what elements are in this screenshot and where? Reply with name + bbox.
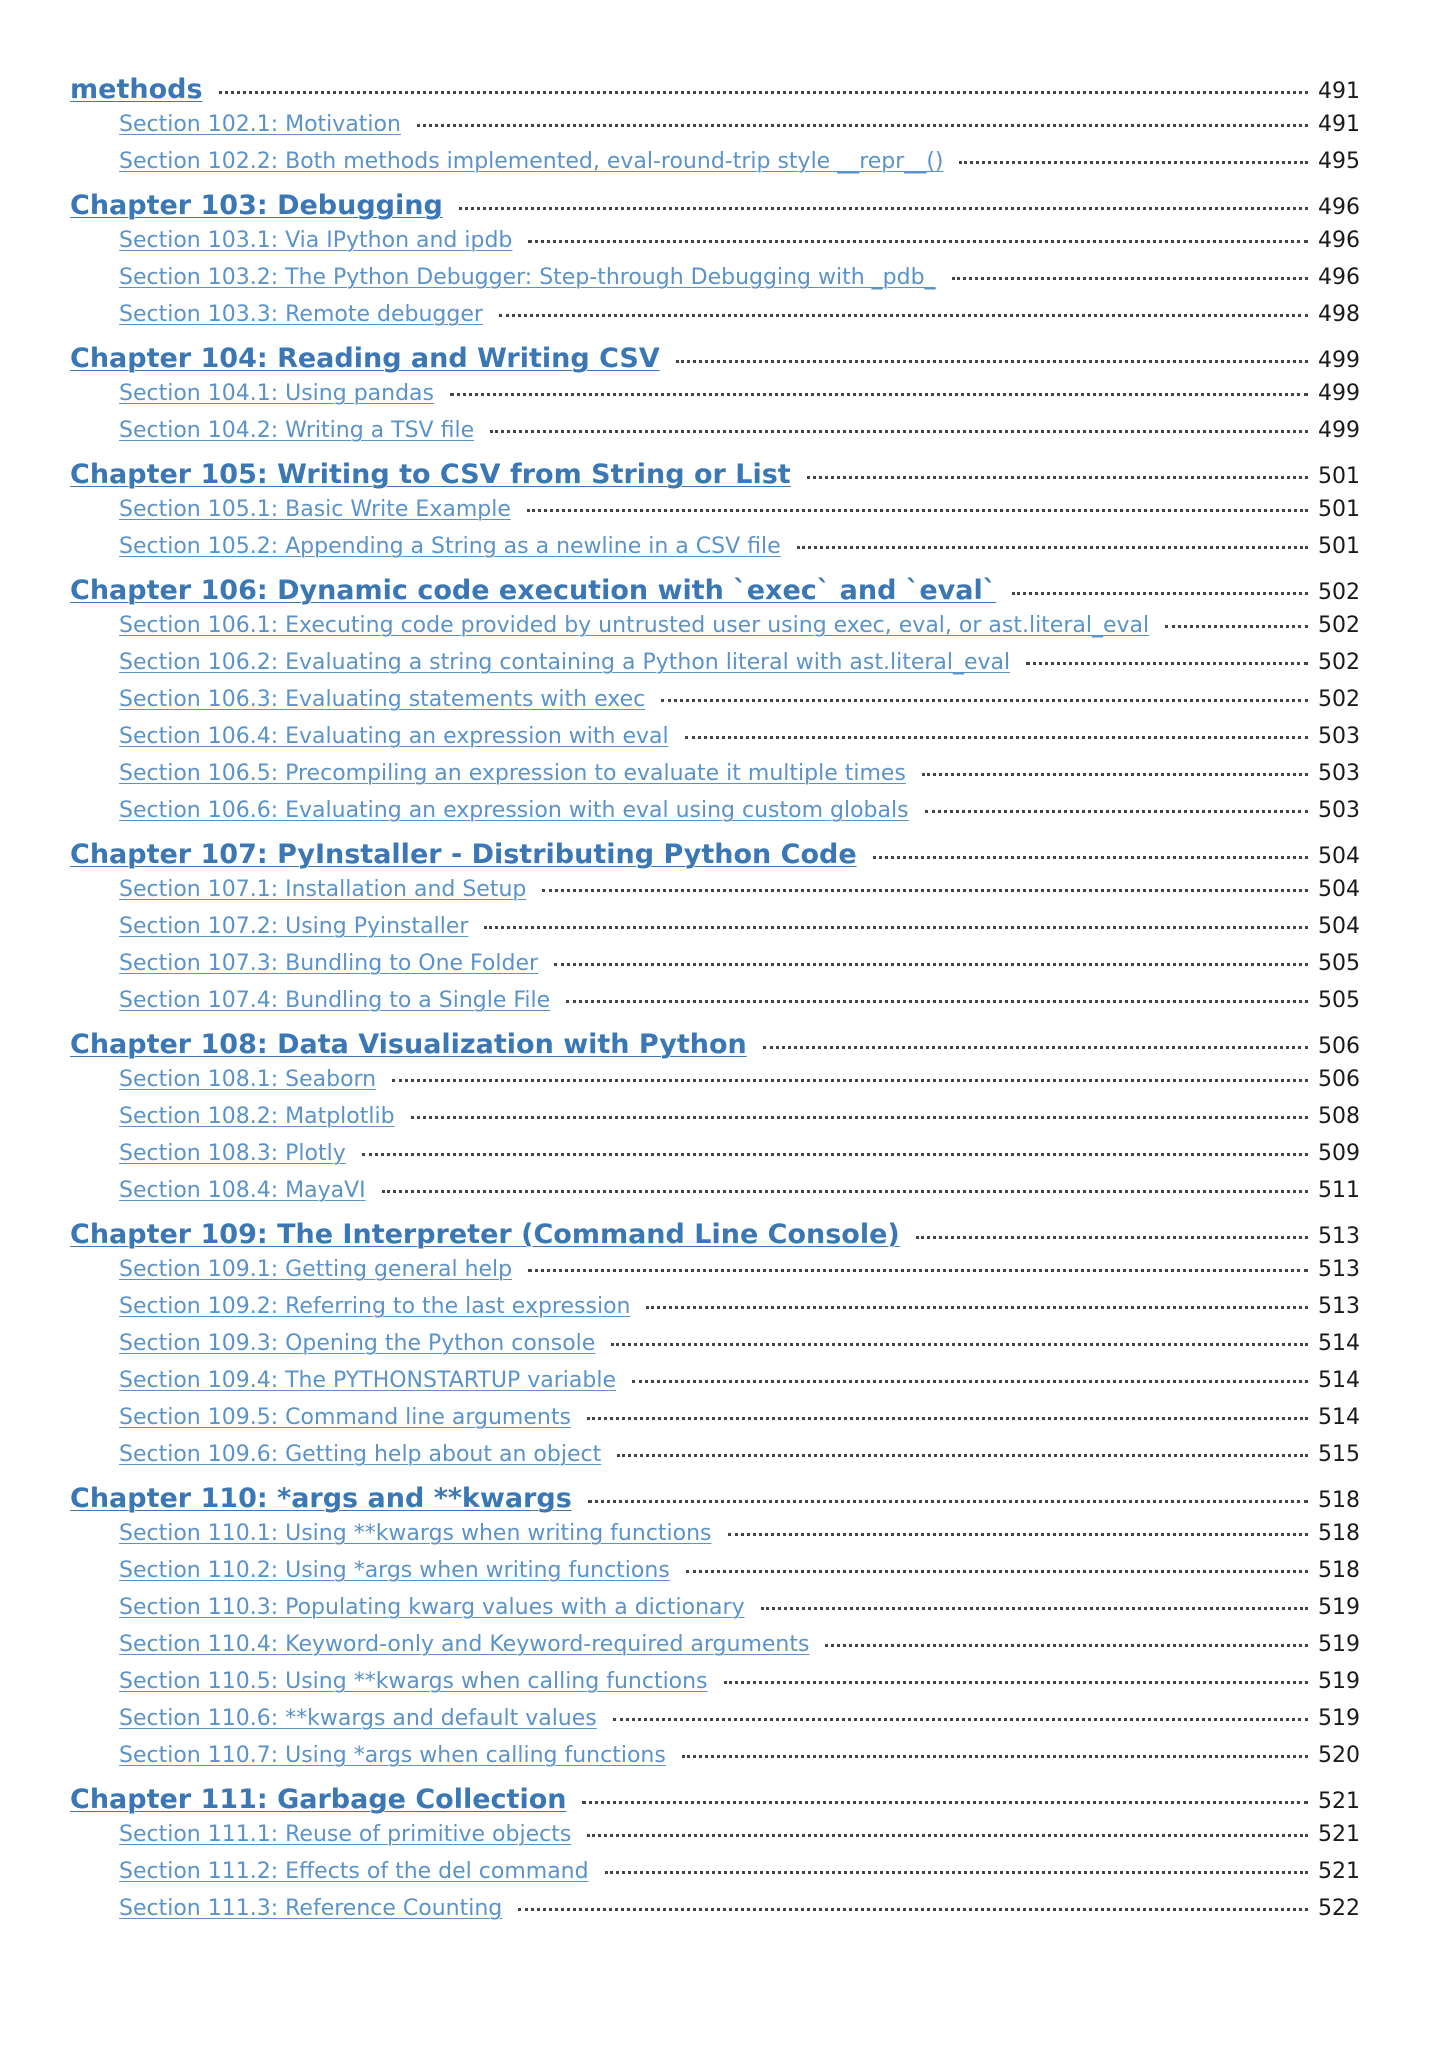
- page-number: 496: [1318, 265, 1360, 290]
- toc-chapter-entry[interactable]: [70, 835, 1360, 877]
- dot-leader: [587, 1834, 1308, 1837]
- toc-section-entry[interactable]: [70, 1859, 1360, 1896]
- page-number: 514: [1318, 1368, 1360, 1393]
- dot-leader: [490, 430, 1308, 433]
- chapter-title-link[interactable]: Chapter 110: *args and **kwargs: [70, 1483, 572, 1514]
- toc-section-entry[interactable]: [70, 1294, 1360, 1331]
- toc-chapter-entry[interactable]: [70, 1479, 1360, 1521]
- dot-leader: [724, 1681, 1308, 1684]
- toc-section-entry[interactable]: [70, 112, 1360, 149]
- section-title-link[interactable]: Section 111.3: Reference Counting: [119, 1896, 503, 1921]
- dot-leader: [587, 1417, 1308, 1420]
- dot-leader: [611, 1343, 1308, 1346]
- dot-leader: [417, 124, 1308, 127]
- page-number: 495: [1318, 149, 1360, 174]
- toc-section-entry[interactable]: [70, 798, 1360, 835]
- section-title-link[interactable]: Section 107.1: Installation and Setup: [119, 877, 527, 902]
- section-title-link[interactable]: Section 110.6: **kwargs and default values: [119, 1706, 597, 1731]
- toc-section-entry[interactable]: [70, 534, 1360, 571]
- dot-leader: [763, 1046, 1308, 1049]
- page-number: 504: [1318, 914, 1360, 939]
- section-title-link[interactable]: Section 108.3: Plotly: [119, 1141, 346, 1166]
- page-number: 522: [1318, 1896, 1360, 1921]
- section-title-link[interactable]: Section 103.3: Remote debugger: [119, 302, 483, 327]
- toc-section-entry[interactable]: [70, 1405, 1360, 1442]
- page-number: 514: [1318, 1331, 1360, 1356]
- dot-leader: [219, 91, 1308, 94]
- dot-leader: [459, 207, 1308, 210]
- section-title-link[interactable]: Section 107.4: Bundling to a Single File: [119, 988, 551, 1013]
- chapter-title-link[interactable]: Chapter 107: PyInstaller - Distributing Python Code: [70, 839, 857, 870]
- page-number: 501: [1318, 464, 1360, 489]
- page-number: 491: [1318, 79, 1360, 104]
- page-number: 501: [1318, 534, 1360, 559]
- toc-section-entry[interactable]: [70, 1331, 1360, 1368]
- section-title-link[interactable]: Section 104.1: Using pandas: [119, 381, 434, 406]
- dot-leader: [825, 1644, 1308, 1647]
- dot-leader: [450, 393, 1308, 396]
- section-title-link[interactable]: Section 108.2: Matplotlib: [119, 1104, 395, 1129]
- page-number: 503: [1318, 798, 1360, 823]
- toc-section-entry[interactable]: [70, 1558, 1360, 1595]
- page-number: 518: [1318, 1488, 1360, 1513]
- dot-leader: [873, 856, 1308, 859]
- page-number: 505: [1318, 951, 1360, 976]
- dot-leader: [554, 963, 1308, 966]
- page-number: 496: [1318, 195, 1360, 220]
- dot-leader: [362, 1153, 1308, 1156]
- toc-section-entry[interactable]: [70, 1896, 1360, 1933]
- dot-leader: [682, 1755, 1308, 1758]
- page-number: 519: [1318, 1669, 1360, 1694]
- toc-section-entry[interactable]: [70, 418, 1360, 455]
- section-title-link[interactable]: Section 102.2: Both methods implemented, eval-round-trip style __repr__(): [119, 149, 944, 174]
- chapter-title-link[interactable]: Chapter 111: Garbage Collection: [70, 1784, 567, 1815]
- dot-leader: [484, 926, 1308, 929]
- page-number: 499: [1318, 348, 1360, 373]
- section-title-link[interactable]: Section 109.4: The PYTHONSTARTUP variable: [119, 1368, 616, 1393]
- toc-section-entry[interactable]: [70, 1743, 1360, 1780]
- dot-leader: [499, 314, 1308, 317]
- toc-section-entry[interactable]: [70, 1822, 1360, 1859]
- page-number: 513: [1318, 1257, 1360, 1282]
- page-number: 506: [1318, 1067, 1360, 1092]
- section-title-link[interactable]: Section 106.4: Evaluating an expression with eval: [119, 724, 669, 749]
- page-number: 521: [1318, 1859, 1360, 1884]
- dot-leader: [588, 1500, 1308, 1503]
- toc-section-entry[interactable]: [70, 1141, 1360, 1178]
- dot-leader: [676, 360, 1308, 363]
- dot-leader: [1026, 662, 1308, 665]
- toc-chapter-entry[interactable]: [70, 571, 1360, 613]
- dot-leader: [728, 1533, 1308, 1536]
- toc-section-entry[interactable]: [70, 1178, 1360, 1215]
- page-number: 520: [1318, 1743, 1360, 1768]
- page-number: 506: [1318, 1034, 1360, 1059]
- page-number: 499: [1318, 381, 1360, 406]
- toc-chapter-entry[interactable]: [70, 1215, 1360, 1257]
- dot-leader: [685, 736, 1308, 739]
- page-number: 501: [1318, 497, 1360, 522]
- toc-section-entry[interactable]: [70, 613, 1360, 650]
- chapter-title-link[interactable]: methods: [70, 74, 203, 105]
- page-number: 513: [1318, 1224, 1360, 1249]
- dot-leader: [382, 1190, 1308, 1193]
- dot-leader: [528, 1269, 1308, 1272]
- dot-leader: [661, 699, 1308, 702]
- toc-section-entry[interactable]: [70, 951, 1360, 988]
- page-number: 519: [1318, 1706, 1360, 1731]
- chapter-title-link[interactable]: Chapter 109: The Interpreter (Command Line Console): [70, 1219, 900, 1250]
- dot-leader: [922, 773, 1308, 776]
- toc-section-entry[interactable]: [70, 650, 1360, 687]
- toc-section-entry[interactable]: [70, 1595, 1360, 1632]
- toc-chapter-entry[interactable]: [70, 70, 1360, 112]
- dot-leader: [807, 476, 1308, 479]
- dot-leader: [952, 277, 1308, 280]
- table-of-contents: [70, 70, 1360, 1933]
- page-number: 521: [1318, 1789, 1360, 1814]
- section-title-link[interactable]: Section 106.3: Evaluating statements with exec: [119, 687, 646, 712]
- page-number: 508: [1318, 1104, 1360, 1129]
- section-title-link[interactable]: Section 111.2: Effects of the del command: [119, 1859, 589, 1884]
- section-title-link[interactable]: Section 110.2: Using *args when writing functions: [119, 1558, 670, 1583]
- toc-section-entry[interactable]: [70, 1067, 1360, 1104]
- section-title-link[interactable]: Section 107.3: Bundling to One Folder: [119, 951, 539, 976]
- dot-leader: [1012, 592, 1308, 595]
- section-title-link[interactable]: Section 108.1: Seaborn: [119, 1067, 377, 1092]
- section-title-link[interactable]: Section 109.2: Referring to the last expression: [119, 1294, 631, 1319]
- page-number: 498: [1318, 302, 1360, 327]
- toc-section-entry[interactable]: [70, 724, 1360, 761]
- dot-leader: [686, 1570, 1308, 1573]
- toc-section-entry[interactable]: [70, 1257, 1360, 1294]
- dot-leader: [1165, 625, 1308, 628]
- page-number: 509: [1318, 1141, 1360, 1166]
- dot-leader: [925, 810, 1308, 813]
- dot-leader: [542, 889, 1308, 892]
- section-title-link[interactable]: Section 104.2: Writing a TSV file: [119, 418, 475, 443]
- section-title-link[interactable]: Section 111.1: Reuse of primitive objects: [119, 1822, 572, 1847]
- chapter-title-link[interactable]: Chapter 105: Writing to CSV from String or List: [70, 459, 791, 490]
- dot-leader: [761, 1607, 1308, 1610]
- toc-section-entry[interactable]: [70, 1706, 1360, 1743]
- toc-section-entry[interactable]: [70, 1104, 1360, 1141]
- section-title-link[interactable]: Section 105.2: Appending a String as a newline in a CSV file: [119, 534, 781, 559]
- toc-section-entry[interactable]: [70, 1442, 1360, 1479]
- toc-chapter-entry[interactable]: [70, 455, 1360, 497]
- toc-section-entry[interactable]: [70, 497, 1360, 534]
- section-title-link[interactable]: Section 110.1: Using **kwargs when writing functions: [119, 1521, 712, 1546]
- page-number: 521: [1318, 1822, 1360, 1847]
- section-title-link[interactable]: Section 109.1: Getting general help: [119, 1257, 513, 1282]
- dot-leader: [582, 1801, 1308, 1804]
- section-title-link[interactable]: Section 110.3: Populating kwarg values with a dictionary: [119, 1595, 745, 1620]
- page-number: 502: [1318, 580, 1360, 605]
- toc-section-entry[interactable]: [70, 914, 1360, 951]
- page-number: 518: [1318, 1558, 1360, 1583]
- section-title-link[interactable]: Section 109.3: Opening the Python console: [119, 1331, 596, 1356]
- toc-section-entry[interactable]: [70, 877, 1360, 914]
- toc-chapter-entry[interactable]: [70, 1780, 1360, 1822]
- toc-chapter-entry[interactable]: [70, 186, 1360, 228]
- section-title-link[interactable]: Section 109.5: Command line arguments: [119, 1405, 571, 1430]
- page-number: 519: [1318, 1632, 1360, 1657]
- section-title-link[interactable]: Section 110.4: Keyword-only and Keyword-required arguments: [119, 1632, 810, 1657]
- section-title-link[interactable]: Section 103.1: Via IPython and ipdb: [119, 228, 513, 253]
- page-number: 504: [1318, 844, 1360, 869]
- section-title-link[interactable]: Section 106.6: Evaluating an expression with eval using custom globals: [119, 798, 909, 823]
- dot-leader: [528, 240, 1308, 243]
- section-title-link[interactable]: Section 106.2: Evaluating a string containing a Python literal with ast.literal_eval: [119, 650, 1011, 675]
- toc-section-entry[interactable]: [70, 1632, 1360, 1669]
- page-number: 505: [1318, 988, 1360, 1013]
- dot-leader: [392, 1079, 1308, 1082]
- page-number: 502: [1318, 650, 1360, 675]
- section-title-link[interactable]: Section 106.5: Precompiling an expression to evaluate it multiple times: [119, 761, 906, 786]
- toc-section-entry[interactable]: [70, 302, 1360, 339]
- section-title-link[interactable]: Section 105.1: Basic Write Example: [119, 497, 511, 522]
- toc-chapter-entry[interactable]: [70, 1025, 1360, 1067]
- dot-leader: [613, 1718, 1308, 1721]
- toc-section-entry[interactable]: [70, 761, 1360, 798]
- dot-leader: [411, 1116, 1308, 1119]
- toc-section-entry[interactable]: [70, 1368, 1360, 1405]
- toc-section-entry[interactable]: [70, 988, 1360, 1025]
- toc-section-entry[interactable]: [70, 228, 1360, 265]
- toc-section-entry[interactable]: [70, 149, 1360, 186]
- chapter-title-link[interactable]: Chapter 108: Data Visualization with Python: [70, 1029, 747, 1060]
- toc-section-entry[interactable]: [70, 687, 1360, 724]
- page-number: 514: [1318, 1405, 1360, 1430]
- dot-leader: [518, 1908, 1308, 1911]
- toc-section-entry[interactable]: [70, 381, 1360, 418]
- dot-leader: [566, 1000, 1308, 1003]
- toc-chapter-entry[interactable]: [70, 339, 1360, 381]
- chapter-title-link[interactable]: Chapter 104: Reading and Writing CSV: [70, 343, 660, 374]
- page-number: 499: [1318, 418, 1360, 443]
- section-title-link[interactable]: Section 109.6: Getting help about an object: [119, 1442, 602, 1467]
- toc-section-entry[interactable]: [70, 1521, 1360, 1558]
- chapter-title-link[interactable]: Chapter 106: Dynamic code execution with `exec` and `eval`: [70, 575, 997, 606]
- page-number: 519: [1318, 1595, 1360, 1620]
- page-number: 503: [1318, 761, 1360, 786]
- dot-leader: [605, 1871, 1308, 1874]
- section-title-link[interactable]: Section 107.2: Using Pyinstaller: [119, 914, 469, 939]
- page-number: 515: [1318, 1442, 1360, 1467]
- section-title-link[interactable]: Section 108.4: MayaVI: [119, 1178, 366, 1203]
- page-number: 502: [1318, 687, 1360, 712]
- dot-leader: [617, 1454, 1308, 1457]
- dot-leader: [646, 1306, 1308, 1309]
- page-number: 503: [1318, 724, 1360, 749]
- dot-leader: [959, 161, 1308, 164]
- section-title-link[interactable]: Section 103.2: The Python Debugger: Step-through Debugging with _pdb_: [119, 265, 936, 290]
- dot-leader: [527, 509, 1308, 512]
- toc-section-entry[interactable]: [70, 1669, 1360, 1706]
- page-number: 518: [1318, 1521, 1360, 1546]
- dot-leader: [916, 1236, 1308, 1239]
- chapter-title-link[interactable]: Chapter 103: Debugging: [70, 190, 443, 221]
- page-number: 511: [1318, 1178, 1360, 1203]
- section-title-link[interactable]: Section 110.7: Using *args when calling functions: [119, 1743, 666, 1768]
- dot-leader: [632, 1380, 1308, 1383]
- page-number: 496: [1318, 228, 1360, 253]
- toc-section-entry[interactable]: [70, 265, 1360, 302]
- section-title-link[interactable]: Section 102.1: Motivation: [119, 112, 401, 137]
- page-number: 491: [1318, 112, 1360, 137]
- dot-leader: [797, 546, 1308, 549]
- section-title-link[interactable]: Section 106.1: Executing code provided by untrusted user using exec, eval, or ast.literal_eval: [119, 613, 1150, 638]
- section-title-link[interactable]: Section 110.5: Using **kwargs when calling functions: [119, 1669, 708, 1694]
- page-number: 502: [1318, 613, 1360, 638]
- page-number: 513: [1318, 1294, 1360, 1319]
- page-number: 504: [1318, 877, 1360, 902]
